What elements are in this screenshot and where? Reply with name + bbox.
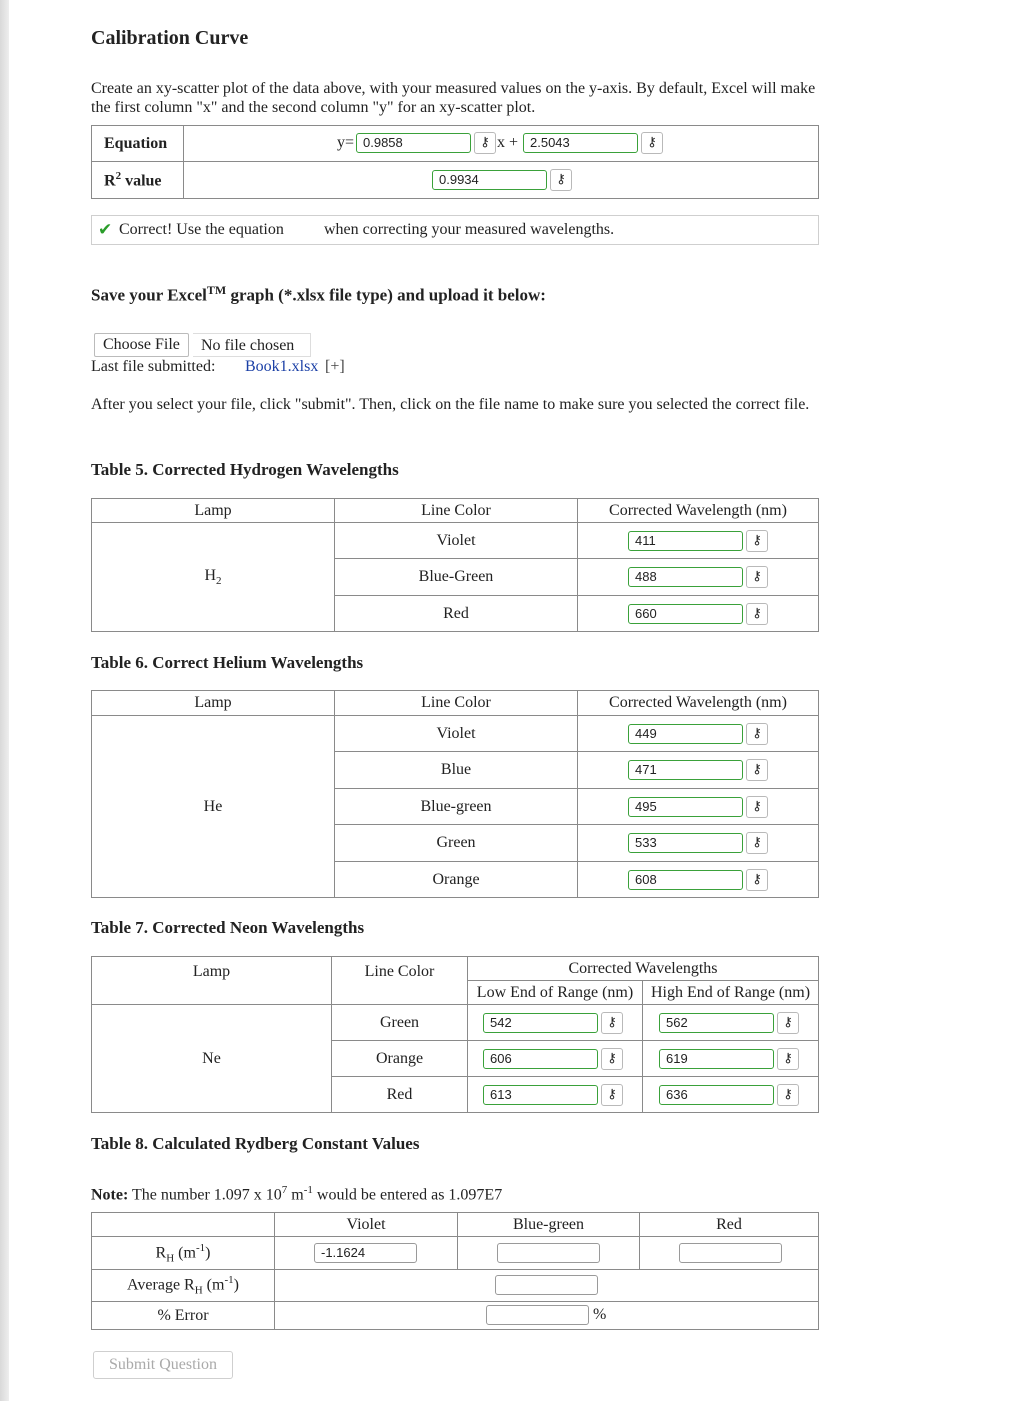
key-icon[interactable]: ⚷ [746,603,768,625]
low-input[interactable]: 606 [483,1049,598,1069]
last-file-link[interactable]: Book1.xlsx [245,358,319,375]
wavelength-cell [578,523,819,559]
line-color: Red [335,596,578,632]
rh-red-input[interactable] [679,1243,782,1263]
file-status: No file chosen [193,333,311,357]
upload-heading: Save your Excel™ graph (*.xlsx file type) and upload it below: [91,283,546,305]
r2-input[interactable]: 0.9934 [432,170,547,190]
rh-violet-cell [275,1237,458,1270]
rh-red-cell [640,1237,819,1270]
line-color: Green [335,825,578,862]
wavelength-input[interactable]: 488 [628,567,743,587]
wavelength-input[interactable]: 533 [628,833,743,853]
line-color: Violet [335,716,578,752]
lamp-cell: Ne [92,1005,332,1113]
key-icon[interactable]: ⚷ [550,169,572,191]
low-input[interactable]: 542 [483,1013,598,1033]
table8 [91,1212,819,1330]
table8-note: Note: The number 1.097 x $10^7$ $m^{-1}$ would be entered as 1.097E7 [91,1184,503,1204]
rh-violet-input[interactable]: -1.1624 [314,1243,417,1263]
average-rh-input[interactable] [495,1275,598,1295]
key-icon[interactable]: ⚷ [746,832,768,854]
col-header: Lamp [92,957,332,1005]
line-color: Blue-Green [335,559,578,596]
col-header: Blue-green [458,1213,640,1237]
key-icon[interactable]: ⚷ [777,1012,799,1034]
feedback-box [91,215,819,245]
feedback-text: Correct! Use the equation [119,221,284,238]
key-icon[interactable]: ⚷ [777,1048,799,1070]
col-header: Corrected Wavelength (nm) [578,499,819,523]
wavelength-cell [578,789,819,825]
line-color: Blue [335,752,578,789]
table5 [91,498,819,632]
table7-caption: Table 7. Corrected Neon Wavelengths [91,918,365,937]
col-header: Line Color [332,957,468,1005]
line-color: Orange [335,862,578,898]
col-header: Red [640,1213,819,1237]
high-input[interactable]: 562 [659,1013,774,1033]
key-icon[interactable]: ⚷ [777,1084,799,1106]
average-rh-cell [275,1270,819,1302]
rh-label: $R_H$ $(m^{-1})$ [92,1237,275,1270]
wavelength-cell [578,716,819,752]
high-cell [643,1041,819,1077]
col-header: Line Color [335,499,578,523]
line-color: Green [332,1005,468,1041]
key-icon[interactable]: ⚷ [746,723,768,745]
low-cell [468,1041,643,1077]
wavelength-input[interactable]: 495 [628,797,743,817]
line-color: Blue-green [335,789,578,825]
percent-error-cell [275,1302,819,1330]
key-icon[interactable]: ⚷ [601,1012,623,1034]
average-rh-label: Average $R_H$ $(m^{-1})$ [92,1270,275,1302]
col-header: Corrected Wavelengths [468,957,819,981]
wavelength-cell [578,825,819,862]
intro-text: Create an xy-scatter plot of the data above, with your measured values on the y-axis. By default, Excel will make the first column "x" and the second column "y" for an xy-scatter plot. [91,80,816,116]
upload-instructions: After you select your file, click "submit". Then, click on the file name to make sure you selected the correct file. [91,396,810,413]
line-color: Violet [335,523,578,559]
key-icon[interactable]: ⚷ [641,132,663,154]
intercept-input[interactable]: 2.5043 [523,133,638,153]
low-cell [468,1005,643,1041]
high-cell [643,1005,819,1041]
last-file-label: Last file submitted: [91,358,216,375]
col-header: Corrected Wavelength (nm) [578,691,819,716]
line-color: Red [332,1077,468,1113]
col-header-empty [92,1213,275,1237]
wavelength-cell [578,596,819,632]
wavelength-input[interactable]: 608 [628,870,743,890]
percent-error-label: % Error [92,1302,275,1330]
low-cell [468,1077,643,1113]
equation-cell [184,126,819,162]
rh-bluegreen-cell [458,1237,640,1270]
choose-file-button[interactable]: Choose File [94,333,189,357]
equation-y-prefix: y= [337,134,355,151]
key-icon[interactable]: ⚷ [601,1048,623,1070]
r2-label: $R^2$ value [92,162,184,199]
key-icon[interactable]: ⚷ [746,566,768,588]
col-header: Lamp [92,499,335,523]
col-header: Lamp [92,691,335,716]
wavelength-cell [578,559,819,596]
key-icon[interactable]: ⚷ [746,869,768,891]
wavelength-input[interactable]: 471 [628,760,743,780]
high-cell [643,1077,819,1113]
table5-caption: Table 5. Corrected Hydrogen Wavelengths [91,460,399,479]
r2-cell [184,162,819,199]
low-input[interactable]: 613 [483,1085,598,1105]
wavelength-cell [578,752,819,789]
key-icon[interactable]: ⚷ [746,759,768,781]
feedback-text-2: when correcting your measured wavelengths. [324,221,615,238]
rh-bluegreen-input[interactable] [497,1243,600,1263]
wavelength-input[interactable]: 660 [628,604,743,624]
lamp-cell: $H_2$ [92,523,335,632]
slope-input[interactable]: 0.9858 [356,133,471,153]
window-edge [0,0,9,1401]
key-icon[interactable]: ⚷ [746,796,768,818]
expand-toggle[interactable]: [+] [325,358,345,375]
page-title: Calibration Curve [91,27,249,49]
table8-caption: Table 8. Calculated Rydberg Constant Values [91,1134,420,1153]
equation-label: Equation [92,126,184,162]
col-header: Line Color [335,691,578,716]
wavelength-input[interactable]: 411 [628,531,743,551]
key-icon[interactable]: ⚷ [746,530,768,552]
checkmark-icon: ✔ [98,220,113,240]
table6 [91,690,819,898]
key-icon[interactable]: ⚷ [601,1084,623,1106]
table7 [91,956,819,1113]
col-header: Violet [275,1213,458,1237]
percent-error-input[interactable] [486,1305,589,1325]
equation-table [91,125,819,199]
percent-sign: % [593,1306,607,1323]
col-header: High End of Range (nm) [643,981,819,1005]
line-color: Orange [332,1041,468,1077]
high-input[interactable]: 619 [659,1049,774,1069]
high-input[interactable]: 636 [659,1085,774,1105]
lamp-cell: He [92,716,335,898]
wavelength-cell [578,862,819,898]
wavelength-input[interactable]: 449 [628,724,743,744]
submit-question-button[interactable]: Submit Question [93,1351,233,1379]
key-icon[interactable]: ⚷ [474,132,496,154]
col-header: Low End of Range (nm) [468,981,643,1005]
equation-x-sep: x + [497,134,519,151]
table6-caption: Table 6. Correct Helium Wavelengths [91,653,364,672]
